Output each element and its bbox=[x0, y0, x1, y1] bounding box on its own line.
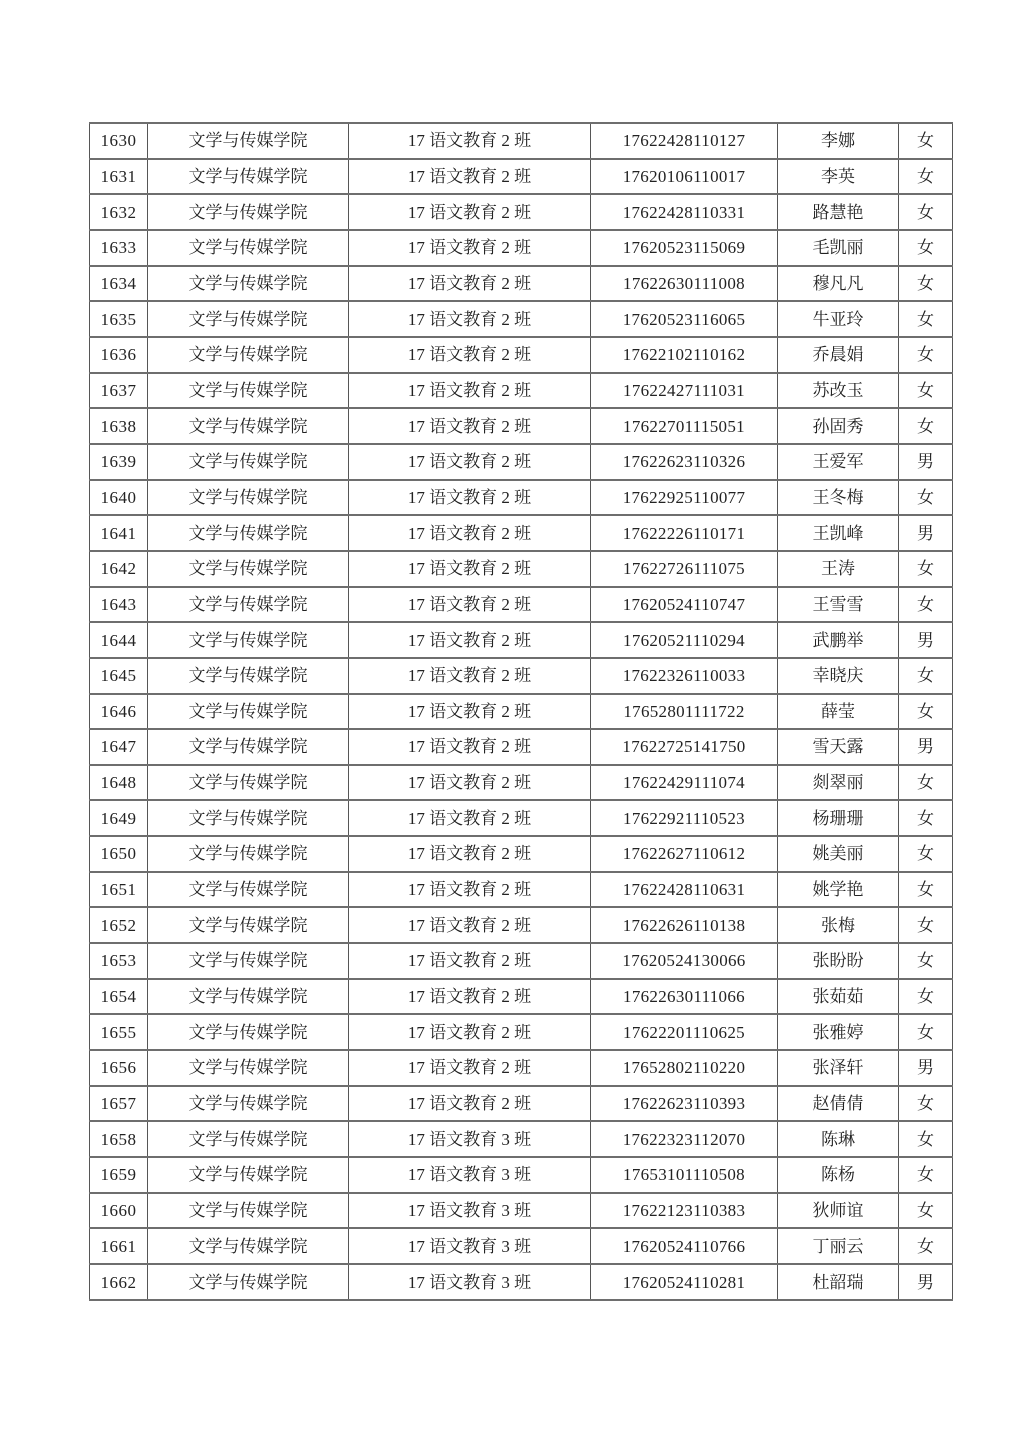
table-row bbox=[90, 979, 953, 1015]
cell-class: 17 语文教育 2 班 bbox=[349, 658, 591, 694]
cell-college: 文学与传媒学院 bbox=[148, 159, 349, 195]
cell-college: 文学与传媒学院 bbox=[148, 765, 349, 801]
cell-student-id: 17622925110077 bbox=[591, 480, 778, 516]
cell-gender: 女 bbox=[899, 907, 953, 943]
cell-gender: 女 bbox=[899, 194, 953, 230]
table-row bbox=[90, 159, 953, 195]
table-row bbox=[90, 587, 953, 623]
cell-row-number: 1645 bbox=[90, 658, 148, 694]
cell-college: 文学与传媒学院 bbox=[148, 1157, 349, 1193]
cell-class: 17 语文教育 2 班 bbox=[349, 622, 591, 658]
cell-name: 路慧艳 bbox=[778, 194, 899, 230]
cell-college: 文学与传媒学院 bbox=[148, 373, 349, 409]
cell-row-number: 1640 bbox=[90, 480, 148, 516]
table-row bbox=[90, 1050, 953, 1086]
cell-row-number: 1661 bbox=[90, 1228, 148, 1264]
cell-name: 张盼盼 bbox=[778, 943, 899, 979]
cell-class: 17 语文教育 3 班 bbox=[349, 1264, 591, 1300]
cell-class: 17 语文教育 2 班 bbox=[349, 1014, 591, 1050]
cell-student-id: 17620523115069 bbox=[591, 230, 778, 266]
cell-row-number: 1631 bbox=[90, 159, 148, 195]
cell-row-number: 1636 bbox=[90, 337, 148, 373]
cell-class: 17 语文教育 2 班 bbox=[349, 943, 591, 979]
cell-gender: 女 bbox=[899, 373, 953, 409]
cell-gender: 女 bbox=[899, 765, 953, 801]
cell-gender: 女 bbox=[899, 230, 953, 266]
cell-class: 17 语文教育 2 班 bbox=[349, 979, 591, 1015]
cell-class: 17 语文教育 2 班 bbox=[349, 907, 591, 943]
cell-college: 文学与传媒学院 bbox=[148, 230, 349, 266]
cell-gender: 男 bbox=[899, 1264, 953, 1300]
cell-row-number: 1658 bbox=[90, 1121, 148, 1157]
cell-class: 17 语文教育 2 班 bbox=[349, 1086, 591, 1122]
cell-row-number: 1635 bbox=[90, 301, 148, 337]
cell-row-number: 1656 bbox=[90, 1050, 148, 1086]
cell-class: 17 语文教育 2 班 bbox=[349, 694, 591, 730]
cell-gender: 女 bbox=[899, 587, 953, 623]
cell-student-id: 17620521110294 bbox=[591, 622, 778, 658]
cell-college: 文学与传媒学院 bbox=[148, 729, 349, 765]
cell-gender: 女 bbox=[899, 408, 953, 444]
cell-name: 姚美丽 bbox=[778, 836, 899, 872]
cell-class: 17 语文教育 2 班 bbox=[349, 337, 591, 373]
cell-gender: 女 bbox=[899, 123, 953, 159]
cell-class: 17 语文教育 2 班 bbox=[349, 373, 591, 409]
table-row bbox=[90, 907, 953, 943]
table-row bbox=[90, 1086, 953, 1122]
cell-student-id: 17622326110033 bbox=[591, 658, 778, 694]
cell-class: 17 语文教育 2 班 bbox=[349, 765, 591, 801]
cell-name: 姚学艳 bbox=[778, 872, 899, 908]
cell-class: 17 语文教育 3 班 bbox=[349, 1121, 591, 1157]
cell-student-id: 17622630111066 bbox=[591, 979, 778, 1015]
cell-row-number: 1651 bbox=[90, 872, 148, 908]
cell-college: 文学与传媒学院 bbox=[148, 480, 349, 516]
cell-name: 张茹茹 bbox=[778, 979, 899, 1015]
cell-row-number: 1630 bbox=[90, 123, 148, 159]
cell-college: 文学与传媒学院 bbox=[148, 337, 349, 373]
cell-row-number: 1643 bbox=[90, 587, 148, 623]
cell-student-id: 17622323112070 bbox=[591, 1121, 778, 1157]
cell-student-id: 17620106110017 bbox=[591, 159, 778, 195]
cell-row-number: 1655 bbox=[90, 1014, 148, 1050]
table-row bbox=[90, 1193, 953, 1229]
cell-name: 幸晓庆 bbox=[778, 658, 899, 694]
table-row bbox=[90, 1264, 953, 1300]
cell-gender: 女 bbox=[899, 266, 953, 302]
cell-student-id: 17622921110523 bbox=[591, 800, 778, 836]
cell-college: 文学与传媒学院 bbox=[148, 1050, 349, 1086]
cell-name: 赵倩倩 bbox=[778, 1086, 899, 1122]
cell-college: 文学与传媒学院 bbox=[148, 1193, 349, 1229]
cell-name: 乔晨娟 bbox=[778, 337, 899, 373]
cell-student-id: 17622701115051 bbox=[591, 408, 778, 444]
cell-name: 王冬梅 bbox=[778, 480, 899, 516]
cell-college: 文学与传媒学院 bbox=[148, 943, 349, 979]
cell-name: 王涛 bbox=[778, 551, 899, 587]
table-row bbox=[90, 1014, 953, 1050]
table-row bbox=[90, 408, 953, 444]
table-row bbox=[90, 194, 953, 230]
cell-class: 17 语文教育 2 班 bbox=[349, 194, 591, 230]
table-row bbox=[90, 444, 953, 480]
cell-class: 17 语文教育 2 班 bbox=[349, 1050, 591, 1086]
roster-table-body bbox=[90, 123, 953, 1300]
cell-name: 孙固秀 bbox=[778, 408, 899, 444]
cell-college: 文学与传媒学院 bbox=[148, 800, 349, 836]
cell-gender: 女 bbox=[899, 943, 953, 979]
cell-name: 狄师谊 bbox=[778, 1193, 899, 1229]
cell-class: 17 语文教育 2 班 bbox=[349, 159, 591, 195]
cell-row-number: 1647 bbox=[90, 729, 148, 765]
cell-class: 17 语文教育 3 班 bbox=[349, 1157, 591, 1193]
cell-college: 文学与传媒学院 bbox=[148, 836, 349, 872]
cell-class: 17 语文教育 2 班 bbox=[349, 872, 591, 908]
cell-name: 李娜 bbox=[778, 123, 899, 159]
cell-name: 张泽轩 bbox=[778, 1050, 899, 1086]
cell-gender: 女 bbox=[899, 551, 953, 587]
cell-row-number: 1662 bbox=[90, 1264, 148, 1300]
cell-student-id: 17622630111008 bbox=[591, 266, 778, 302]
cell-gender: 女 bbox=[899, 979, 953, 1015]
cell-student-id: 17622123110383 bbox=[591, 1193, 778, 1229]
cell-gender: 男 bbox=[899, 1050, 953, 1086]
cell-student-id: 17652801111722 bbox=[591, 694, 778, 730]
table-row bbox=[90, 765, 953, 801]
table-row bbox=[90, 943, 953, 979]
cell-college: 文学与传媒学院 bbox=[148, 907, 349, 943]
cell-row-number: 1652 bbox=[90, 907, 148, 943]
cell-row-number: 1648 bbox=[90, 765, 148, 801]
cell-row-number: 1637 bbox=[90, 373, 148, 409]
cell-college: 文学与传媒学院 bbox=[148, 551, 349, 587]
cell-college: 文学与传媒学院 bbox=[148, 194, 349, 230]
cell-class: 17 语文教育 2 班 bbox=[349, 408, 591, 444]
cell-class: 17 语文教育 2 班 bbox=[349, 301, 591, 337]
cell-gender: 女 bbox=[899, 1014, 953, 1050]
cell-name: 陈杨 bbox=[778, 1157, 899, 1193]
cell-class: 17 语文教育 3 班 bbox=[349, 1193, 591, 1229]
cell-name: 武鹏举 bbox=[778, 622, 899, 658]
cell-gender: 女 bbox=[899, 159, 953, 195]
cell-name: 穆凡凡 bbox=[778, 266, 899, 302]
cell-gender: 女 bbox=[899, 301, 953, 337]
cell-class: 17 语文教育 2 班 bbox=[349, 551, 591, 587]
cell-class: 17 语文教育 2 班 bbox=[349, 836, 591, 872]
cell-row-number: 1639 bbox=[90, 444, 148, 480]
table-row bbox=[90, 694, 953, 730]
cell-row-number: 1646 bbox=[90, 694, 148, 730]
table-row bbox=[90, 872, 953, 908]
cell-name: 王凯峰 bbox=[778, 515, 899, 551]
cell-college: 文学与传媒学院 bbox=[148, 587, 349, 623]
cell-student-id: 17622201110625 bbox=[591, 1014, 778, 1050]
table-row bbox=[90, 1228, 953, 1264]
cell-college: 文学与传媒学院 bbox=[148, 266, 349, 302]
cell-student-id: 17620524110766 bbox=[591, 1228, 778, 1264]
cell-row-number: 1657 bbox=[90, 1086, 148, 1122]
cell-college: 文学与传媒学院 bbox=[148, 979, 349, 1015]
cell-college: 文学与传媒学院 bbox=[148, 872, 349, 908]
table-row bbox=[90, 337, 953, 373]
table-row bbox=[90, 373, 953, 409]
cell-class: 17 语文教育 2 班 bbox=[349, 266, 591, 302]
cell-name: 王雪雪 bbox=[778, 587, 899, 623]
table-row bbox=[90, 515, 953, 551]
cell-college: 文学与传媒学院 bbox=[148, 123, 349, 159]
table-row bbox=[90, 658, 953, 694]
cell-name: 薛莹 bbox=[778, 694, 899, 730]
cell-row-number: 1641 bbox=[90, 515, 148, 551]
cell-gender: 女 bbox=[899, 1157, 953, 1193]
cell-gender: 女 bbox=[899, 337, 953, 373]
cell-name: 杜韶瑞 bbox=[778, 1264, 899, 1300]
cell-student-id: 17622428110631 bbox=[591, 872, 778, 908]
cell-row-number: 1649 bbox=[90, 800, 148, 836]
cell-class: 17 语文教育 2 班 bbox=[349, 123, 591, 159]
table-row bbox=[90, 123, 953, 159]
cell-gender: 女 bbox=[899, 836, 953, 872]
table-row bbox=[90, 230, 953, 266]
cell-student-id: 17622623110393 bbox=[591, 1086, 778, 1122]
cell-name: 王爱军 bbox=[778, 444, 899, 480]
cell-row-number: 1653 bbox=[90, 943, 148, 979]
cell-name: 苏改玉 bbox=[778, 373, 899, 409]
cell-gender: 女 bbox=[899, 800, 953, 836]
table-row bbox=[90, 622, 953, 658]
cell-student-id: 17622428110331 bbox=[591, 194, 778, 230]
cell-class: 17 语文教育 2 班 bbox=[349, 587, 591, 623]
cell-college: 文学与传媒学院 bbox=[148, 1264, 349, 1300]
cell-student-id: 17622623110326 bbox=[591, 444, 778, 480]
cell-name: 杨珊珊 bbox=[778, 800, 899, 836]
cell-class: 17 语文教育 2 班 bbox=[349, 230, 591, 266]
cell-student-id: 17653101110508 bbox=[591, 1157, 778, 1193]
cell-college: 文学与传媒学院 bbox=[148, 622, 349, 658]
cell-student-id: 17622626110138 bbox=[591, 907, 778, 943]
cell-name: 张雅婷 bbox=[778, 1014, 899, 1050]
cell-row-number: 1632 bbox=[90, 194, 148, 230]
cell-gender: 女 bbox=[899, 1086, 953, 1122]
cell-name: 剡翠丽 bbox=[778, 765, 899, 801]
cell-gender: 男 bbox=[899, 444, 953, 480]
table-row bbox=[90, 1157, 953, 1193]
cell-class: 17 语文教育 2 班 bbox=[349, 515, 591, 551]
cell-college: 文学与传媒学院 bbox=[148, 1086, 349, 1122]
cell-gender: 女 bbox=[899, 1121, 953, 1157]
table-row bbox=[90, 266, 953, 302]
cell-gender: 男 bbox=[899, 622, 953, 658]
cell-row-number: 1638 bbox=[90, 408, 148, 444]
cell-student-id: 17622429111074 bbox=[591, 765, 778, 801]
cell-class: 17 语文教育 3 班 bbox=[349, 1228, 591, 1264]
table-row bbox=[90, 729, 953, 765]
cell-college: 文学与传媒学院 bbox=[148, 408, 349, 444]
cell-class: 17 语文教育 2 班 bbox=[349, 729, 591, 765]
cell-gender: 女 bbox=[899, 480, 953, 516]
cell-student-id: 17622726111075 bbox=[591, 551, 778, 587]
table-row bbox=[90, 301, 953, 337]
table-row bbox=[90, 551, 953, 587]
table-row bbox=[90, 480, 953, 516]
table-row bbox=[90, 800, 953, 836]
cell-college: 文学与传媒学院 bbox=[148, 515, 349, 551]
cell-row-number: 1644 bbox=[90, 622, 148, 658]
cell-name: 丁丽云 bbox=[778, 1228, 899, 1264]
cell-student-id: 17620523116065 bbox=[591, 301, 778, 337]
cell-student-id: 17620524110747 bbox=[591, 587, 778, 623]
cell-row-number: 1633 bbox=[90, 230, 148, 266]
cell-name: 毛凯丽 bbox=[778, 230, 899, 266]
cell-gender: 女 bbox=[899, 1228, 953, 1264]
cell-student-id: 17622428110127 bbox=[591, 123, 778, 159]
table-row bbox=[90, 836, 953, 872]
cell-row-number: 1654 bbox=[90, 979, 148, 1015]
cell-gender: 女 bbox=[899, 658, 953, 694]
cell-gender: 男 bbox=[899, 515, 953, 551]
cell-student-id: 17622102110162 bbox=[591, 337, 778, 373]
cell-name: 雪天露 bbox=[778, 729, 899, 765]
cell-college: 文学与传媒学院 bbox=[148, 658, 349, 694]
cell-gender: 男 bbox=[899, 729, 953, 765]
student-roster-table bbox=[89, 122, 953, 1301]
cell-row-number: 1660 bbox=[90, 1193, 148, 1229]
cell-student-id: 17622226110171 bbox=[591, 515, 778, 551]
cell-college: 文学与传媒学院 bbox=[148, 1121, 349, 1157]
cell-college: 文学与传媒学院 bbox=[148, 694, 349, 730]
cell-name: 李英 bbox=[778, 159, 899, 195]
cell-student-id: 17622725141750 bbox=[591, 729, 778, 765]
cell-student-id: 17622627110612 bbox=[591, 836, 778, 872]
cell-name: 张梅 bbox=[778, 907, 899, 943]
cell-row-number: 1650 bbox=[90, 836, 148, 872]
cell-row-number: 1642 bbox=[90, 551, 148, 587]
cell-class: 17 语文教育 2 班 bbox=[349, 444, 591, 480]
cell-student-id: 17620524110281 bbox=[591, 1264, 778, 1300]
cell-student-id: 17652802110220 bbox=[591, 1050, 778, 1086]
cell-row-number: 1634 bbox=[90, 266, 148, 302]
cell-class: 17 语文教育 2 班 bbox=[349, 800, 591, 836]
cell-name: 陈琳 bbox=[778, 1121, 899, 1157]
cell-name: 牛亚玲 bbox=[778, 301, 899, 337]
cell-college: 文学与传媒学院 bbox=[148, 444, 349, 480]
cell-college: 文学与传媒学院 bbox=[148, 1014, 349, 1050]
cell-gender: 女 bbox=[899, 1193, 953, 1229]
cell-row-number: 1659 bbox=[90, 1157, 148, 1193]
cell-gender: 女 bbox=[899, 694, 953, 730]
cell-college: 文学与传媒学院 bbox=[148, 1228, 349, 1264]
cell-gender: 女 bbox=[899, 872, 953, 908]
cell-college: 文学与传媒学院 bbox=[148, 301, 349, 337]
cell-class: 17 语文教育 2 班 bbox=[349, 480, 591, 516]
cell-student-id: 17622427111031 bbox=[591, 373, 778, 409]
cell-student-id: 17620524130066 bbox=[591, 943, 778, 979]
table-row bbox=[90, 1121, 953, 1157]
